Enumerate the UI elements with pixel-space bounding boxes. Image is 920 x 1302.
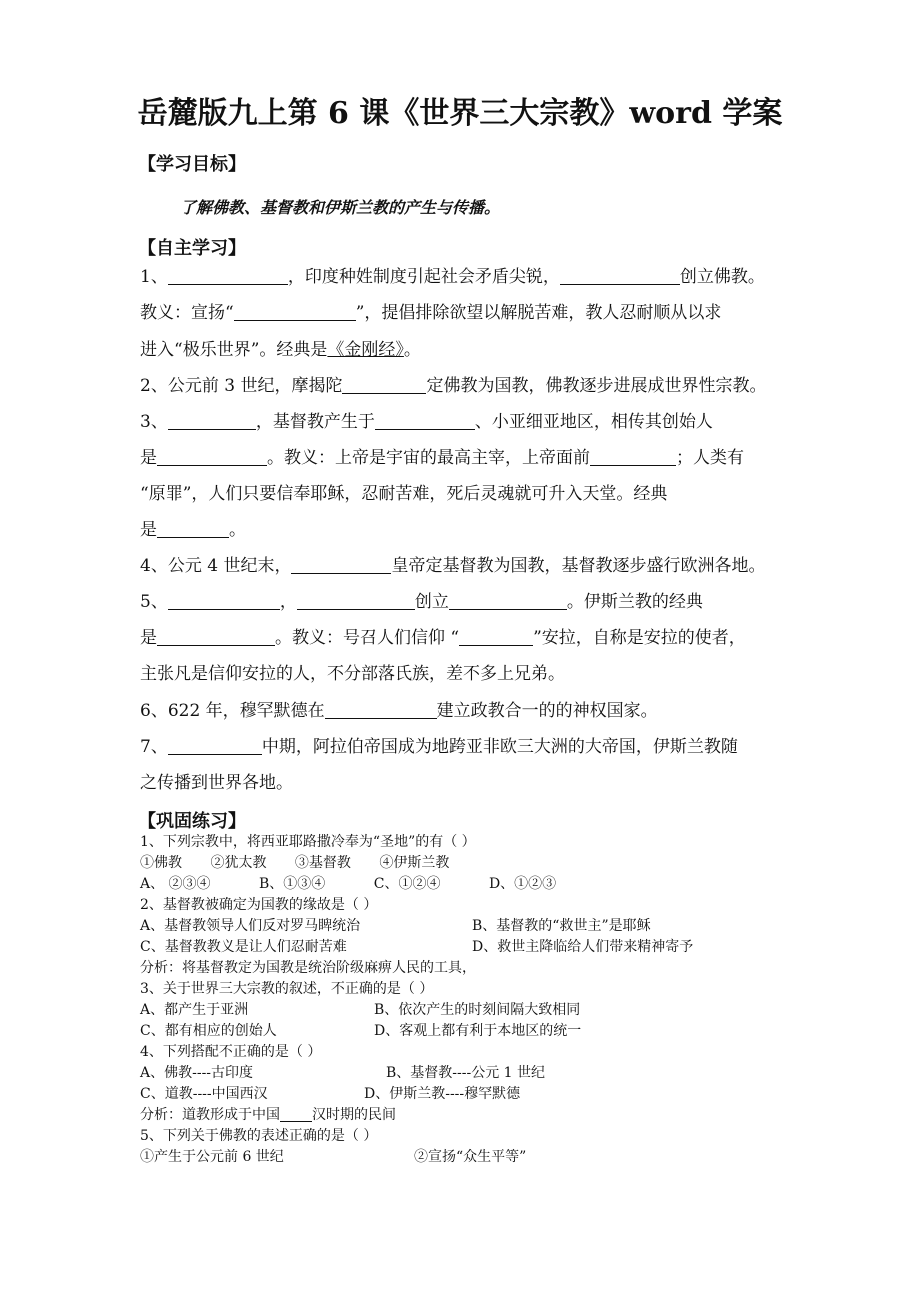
question-2-option-b[interactable]: B、基督教的“救世主”是耶稣 bbox=[472, 918, 651, 934]
text: 分析：道教形成于中国 bbox=[140, 1107, 280, 1123]
self-line-10 bbox=[140, 590, 703, 614]
blank-8[interactable] bbox=[590, 447, 676, 466]
self-line-2 bbox=[140, 301, 721, 325]
self-line-1 bbox=[140, 265, 765, 289]
self-line-6 bbox=[140, 446, 744, 470]
blank-7[interactable] bbox=[157, 447, 267, 466]
text: ”安拉，自称是安拉的使者， bbox=[533, 628, 746, 648]
question-5-item-2: ②宣扬“众生平等” bbox=[414, 1149, 527, 1165]
text: ，基督教产生于 bbox=[255, 412, 375, 432]
goal-text: 了解佛教、基督教和伊斯兰教的产生与传播。 bbox=[180, 198, 501, 217]
text: ， bbox=[279, 592, 297, 612]
option-a[interactable]: A、 ②③④ bbox=[140, 876, 211, 892]
text: 3、 bbox=[140, 412, 168, 432]
scripture-name: 《金刚经》 bbox=[327, 340, 404, 360]
item: ③基督教 bbox=[294, 855, 351, 871]
question-1: 1、下列宗教中，将西亚耶路撒冷奉为“圣地”的有（ ） bbox=[140, 834, 476, 850]
question-2: 2、基督教被确定为国教的缘故是（ ） bbox=[140, 897, 378, 913]
text: 2、公元前 3 世纪，摩揭陀 bbox=[140, 376, 343, 396]
option-c[interactable]: C、①②④ bbox=[373, 876, 441, 892]
item: ④伊斯兰教 bbox=[379, 855, 450, 871]
question-3-option-a[interactable]: A、都产生于亚洲 bbox=[140, 1002, 249, 1018]
text: 。 bbox=[403, 340, 421, 360]
question-2-option-d[interactable]: D、救世主降临给人们带来精神寄予 bbox=[472, 939, 694, 955]
blank-2[interactable] bbox=[560, 266, 680, 285]
blank-10[interactable] bbox=[291, 555, 391, 574]
question-5: 5、下列关于佛教的表述正确的是（ ） bbox=[140, 1128, 378, 1144]
blank-4[interactable] bbox=[342, 375, 426, 394]
text: 是 bbox=[140, 448, 157, 468]
question-3-option-c[interactable]: C、都有相应的创始人 bbox=[140, 1023, 277, 1039]
self-line-13 bbox=[140, 699, 658, 723]
blank-17[interactable] bbox=[168, 736, 262, 755]
question-1-options bbox=[140, 874, 556, 894]
section-practice: 【巩固练习】 bbox=[138, 811, 246, 832]
self-line-4 bbox=[140, 374, 766, 398]
text: 。伊斯兰教的经典 bbox=[566, 592, 703, 612]
question-4-analysis bbox=[140, 1105, 396, 1125]
question-4-option-a[interactable]: A、佛教----古印度 bbox=[140, 1065, 254, 1081]
text: ；人类有 bbox=[676, 448, 744, 468]
text: 是 bbox=[140, 628, 157, 648]
page-title: 岳麓版九上第 6 课《世界三大宗教》word 学案 bbox=[137, 96, 783, 131]
text: ”，提倡排除欲望以解脱苦难，教人忍耐顺从以求 bbox=[355, 303, 722, 323]
blank-14[interactable] bbox=[157, 627, 275, 646]
text: 。教义：号召人们信仰 “ bbox=[275, 628, 460, 648]
self-line-5 bbox=[140, 410, 713, 434]
text: 1、 bbox=[140, 267, 168, 287]
text: 6、622 年，穆罕默德在 bbox=[140, 701, 325, 721]
question-3-option-d[interactable]: D、客观上都有利于本地区的统一 bbox=[374, 1023, 582, 1039]
item: ②犹太教 bbox=[210, 855, 267, 871]
text: 创立佛教。 bbox=[679, 267, 765, 287]
text: 建立政教合一的的神权国家。 bbox=[436, 701, 658, 721]
blank-12[interactable] bbox=[297, 591, 415, 610]
text: 。教义：上帝是宇宙的最高主宰，上帝面前 bbox=[267, 448, 590, 468]
text: ，印度种姓制度引起社会矛盾尖锐， bbox=[287, 267, 560, 287]
section-self-study: 【自主学习】 bbox=[138, 238, 246, 259]
text: 教义：宣扬“ bbox=[140, 303, 234, 323]
text: 定佛教为国教，佛教逐步进展成世界性宗教。 bbox=[426, 376, 767, 396]
option-b[interactable]: B、①③④ bbox=[259, 876, 326, 892]
blank-6[interactable] bbox=[375, 411, 475, 430]
question-3: 3、关于世界三大宗教的叙述，不正确的是（ ） bbox=[140, 981, 434, 997]
option-d[interactable]: D、①②③ bbox=[488, 876, 557, 892]
text: 汉时期的民间 bbox=[312, 1107, 396, 1123]
self-line-15: 之传播到世界各地。 bbox=[140, 773, 293, 793]
question-4-option-c[interactable]: C、道教----中国西汉 bbox=[140, 1086, 268, 1102]
self-line-7: “原罪”，人们只要信奉耶稣，忍耐苦难，死后灵魂就可升入天堂。经典 bbox=[140, 484, 668, 504]
blank-13[interactable] bbox=[449, 591, 567, 610]
question-2-analysis: 分析：将基督教定为国教是统治阶级麻痹人民的工具， bbox=[140, 960, 476, 976]
text: 5、 bbox=[140, 592, 168, 612]
question-4-option-b[interactable]: B、基督教----公元 1 世纪 bbox=[386, 1065, 546, 1081]
blank-3[interactable] bbox=[234, 302, 356, 321]
question-1-items bbox=[140, 853, 449, 873]
self-line-9 bbox=[140, 554, 765, 578]
text: 4、公元 4 世纪末， bbox=[140, 556, 292, 576]
self-line-11 bbox=[140, 626, 746, 650]
blank-11[interactable] bbox=[168, 591, 280, 610]
self-line-14 bbox=[140, 735, 738, 759]
blank-9[interactable] bbox=[157, 519, 229, 538]
self-line-3 bbox=[140, 338, 421, 362]
blank-18[interactable] bbox=[280, 1106, 312, 1122]
text: 7、 bbox=[140, 737, 168, 757]
question-4-option-d[interactable]: D、伊斯兰教----穆罕默德 bbox=[364, 1086, 521, 1102]
text: 进入“极乐世界”。经典是 bbox=[140, 340, 328, 360]
question-3-option-b[interactable]: B、依次产生的时刻间隔大致相同 bbox=[374, 1002, 581, 1018]
blank-5[interactable] bbox=[168, 411, 256, 430]
text: 是 bbox=[140, 520, 157, 540]
self-line-12: 主张凡是信仰安拉的人，不分部落氏族，差不多上兄弟。 bbox=[140, 664, 565, 684]
text: 创立 bbox=[414, 592, 449, 612]
question-2-option-c[interactable]: C、基督教教义是让人们忍耐苦难 bbox=[140, 939, 347, 955]
text: 、小亚细亚地区，相传其创始人 bbox=[474, 412, 713, 432]
blank-16[interactable] bbox=[325, 700, 437, 719]
text: 皇帝定基督教为国教，基督教逐步盛行欧洲各地。 bbox=[391, 556, 766, 576]
question-4: 4、下列搭配不正确的是（ ） bbox=[140, 1044, 322, 1060]
blank-1[interactable] bbox=[168, 266, 288, 285]
blank-15[interactable] bbox=[459, 627, 533, 646]
section-goals: 【学习目标】 bbox=[138, 154, 246, 175]
question-2-option-a[interactable]: A、基督教领导人们反对罗马睥统治 bbox=[140, 918, 361, 934]
item: ①佛教 bbox=[140, 855, 182, 871]
self-line-8 bbox=[140, 518, 246, 542]
question-5-item-1: ①产生于公元前 6 世纪 bbox=[140, 1149, 284, 1165]
text: 。 bbox=[229, 520, 246, 540]
text: 中期，阿拉伯帝国成为地跨亚非欧三大洲的大帝国，伊斯兰教随 bbox=[261, 737, 738, 757]
